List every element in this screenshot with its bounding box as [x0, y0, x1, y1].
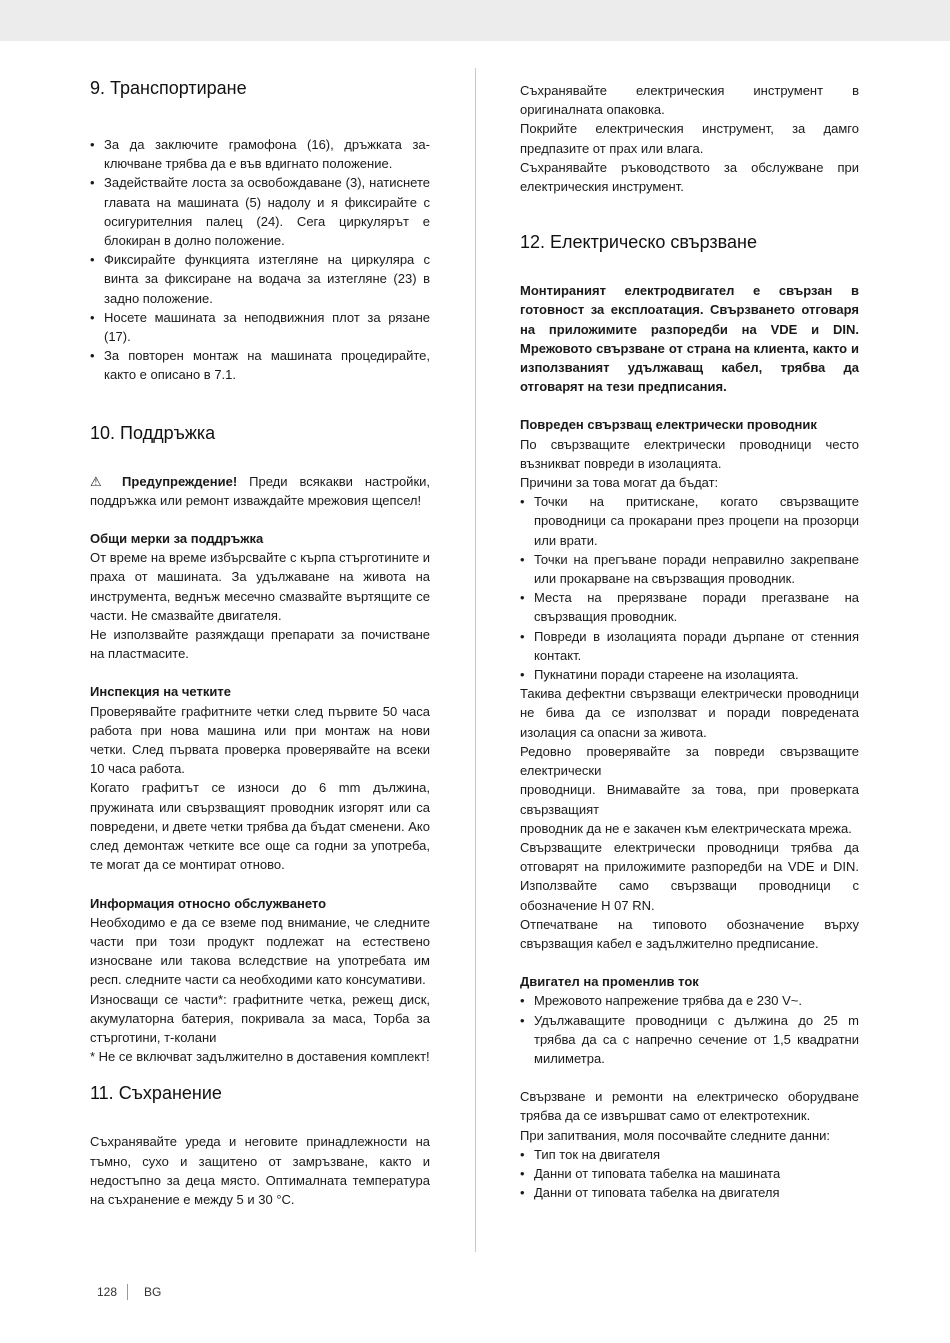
section-11-title: 11. Съхранение	[90, 1083, 222, 1104]
damaged-cable-text: Свързващите електрически проводници трябва да отговарят на приложимите разпоредби на VDE и DIN. Използвайте само свързващи проводници с обозначение H 07 RN.	[520, 839, 859, 913]
left-column	[90, 68, 430, 1209]
service-info-text: Износващи се части*: графитните четка, режещ диск, акумулаторна батерия, покривала за маса, Торба за стърготини, т-колани	[90, 991, 430, 1045]
general-maintenance-text: От време на време избърсвайте с кърпа стърготините и праха от машината. За удължаване на живота на инструмента, веднъж месечно смазвайте въртящите се части. Не смазвайте двигателя.	[90, 550, 430, 623]
section-9-list	[90, 135, 430, 385]
service-info-text: * Не се включват задължително в доставения комплект!	[90, 1049, 430, 1065]
damaged-cable-text: Причини за това могат да бъдат:	[520, 475, 719, 491]
service-info-title: Информация относно обслужването	[90, 895, 327, 911]
storage-text: Съхранявайте уреда и неговите принадлежности на тъмно, сухо и защитено от замръзване, както и недостъпно за деца място. Оптималната температура на съхранение е между 5 и 30 °C.	[90, 1134, 430, 1207]
right-column	[520, 68, 859, 1202]
warning-label: Предупреждение!	[122, 473, 238, 489]
list-item: • Задействайте лоста за освобождаване (3), натиснете главата на машината (5) надолу и я фиксирайте с осигурителния палец (24). Сега циркулярът е блокиран в долно положение.	[90, 173, 430, 250]
repair-text: При запитвания, моля посочвайте следните данни:	[520, 1127, 830, 1143]
page-number: 128	[97, 1285, 118, 1299]
top-bar	[0, 0, 950, 41]
warning-icon: ⚠	[90, 473, 111, 489]
list-item: • Данни от типовата табелка на машината	[520, 1164, 859, 1183]
brush-inspection-title: Инспекция на четките	[90, 684, 231, 700]
damaged-cable-text: проводник да не е закачен към електрическата мрежа.	[520, 820, 852, 836]
list-item: • За повторен монтаж на машината процедирайте, както е описано в 7.1.	[90, 346, 430, 384]
storage-text: Покрийте електрическия инструмент, за дамго предпазите от прах или влага.	[520, 121, 859, 156]
warning-paragraph	[90, 472, 430, 510]
ac-motor-list	[520, 991, 859, 1068]
damaged-cable-list	[520, 492, 859, 684]
footer-divider	[127, 1284, 128, 1300]
list-item: • Мрежовото напрежение трябва да е 230 V~.	[520, 991, 859, 1010]
electrical-intro: Монтираният електродвигател е свързан в готовност за експлоатация. Свързването отговаря на приложимите разпоредби на VDE и DIN. Мрежовото свързване от страна на клиента, както и използваният удължаващ кабел, трябва да отговарят на тези предписания.	[520, 283, 859, 395]
list-item: • Точки на прегъване поради неправилно закрепване или прокарване на свързващия проводник.	[520, 550, 859, 588]
repair-text: Свързване и ремонти на електрическо оборудване трябва да се извършват само от електротехник.	[520, 1089, 859, 1124]
storage-text: Съхранявайте електрическия инструмент в оригиналната опаковка.	[520, 83, 859, 118]
brush-inspection-text: Проверявайте графитните четки след първите 50 часа работа при нова машина или при монтаж на нови четки. След първата проверка проверявайте на всеки 10 часа работа.	[90, 703, 430, 777]
list-item: • Точки на притискане, когато свързващите проводници са прокарани през процепи на прозорци или врати.	[520, 492, 859, 550]
list-item: • Данни от типовата табелка на двигателя	[520, 1183, 859, 1202]
section-9-title: 9. Транспортиране	[90, 78, 247, 98]
list-item: • За да заключите грамофона (16), дръжката заключване трябва да е във вдигнато положение.	[90, 135, 430, 173]
damaged-cable-text: По свързващите електрически проводници често възникват повреди в изолацията.	[520, 436, 859, 471]
damaged-cable-title: Повреден свързващ електрически проводник	[520, 417, 817, 433]
damaged-cable-text: проводници. Внимавайте за това, при проверката свързващият	[520, 782, 859, 817]
storage-text: Съхранявайте ръководството за обслужване при електрическия инструмент.	[520, 159, 859, 195]
brush-inspection-text: Когато графитът се износи до 6 mm дължина, пружината или свързващият проводник изгорят или са повредени, и двете четки трябва да бъдат сменени. Ако след демонтаж четките все още са годни за употреба, те могат да се монтират отново.	[90, 780, 430, 873]
list-item: • Тип ток на двигателя	[520, 1145, 859, 1164]
list-item: • Носете машината за неподвижния плот за рязане (17).	[90, 308, 430, 346]
warning-text: Преди всякакви настройки, поддръжка или ремонт изваждайте мрежовия щепсел!	[90, 473, 431, 508]
service-info-text: Необходимо е да се вземе под внимание, че следните части при този продукт подлежат на естествено износване или такова вследствие на употребата им респ. следните части са необходими като консумативи.	[90, 914, 430, 988]
damaged-cable-text: Такива дефектни свързващи електрически проводници не бива да се използват и поради повредената изолация са опасни за живота.	[520, 686, 859, 740]
general-maintenance-title: Общи мерки за поддръжка	[90, 531, 264, 547]
list-item: • Пукнатини поради стареене на изолацията.	[520, 665, 859, 684]
ac-motor-title: Двигател на променлив ток	[520, 974, 699, 990]
section-12-title: 12. Електрическо свързване	[520, 232, 758, 253]
list-item: • Фиксирайте функцията изтегляне на циркуляра с винта за фиксиране на водача за изтегляне (23) в задно положение.	[90, 250, 430, 308]
repair-list	[520, 1145, 859, 1203]
damaged-cable-text: Редовно проверявайте за повреди свързващите електрически	[520, 743, 859, 779]
list-item: • Места на прерязване поради прегазване на свързващия проводник.	[520, 588, 859, 626]
damaged-cable-text: Отпечатване на типовото обозначение върху свързващия кабел е задължително предписание.	[520, 916, 859, 951]
list-item: • Повреди в изолацията поради дърпане от стенния контакт.	[520, 627, 859, 665]
section-10-title: 10. Поддръжка	[90, 422, 216, 443]
column-divider	[475, 68, 476, 1252]
list-item: • Удължаващите проводници с дължина до 25 m трябва да са с напречно сечение от 1,5 квадратни милиметра.	[520, 1011, 859, 1069]
language-code: BG	[144, 1285, 162, 1299]
page-footer	[97, 1284, 161, 1300]
general-maintenance-text: Не използвайте разяждащи препарати за почистване на пластмасите.	[90, 627, 430, 662]
